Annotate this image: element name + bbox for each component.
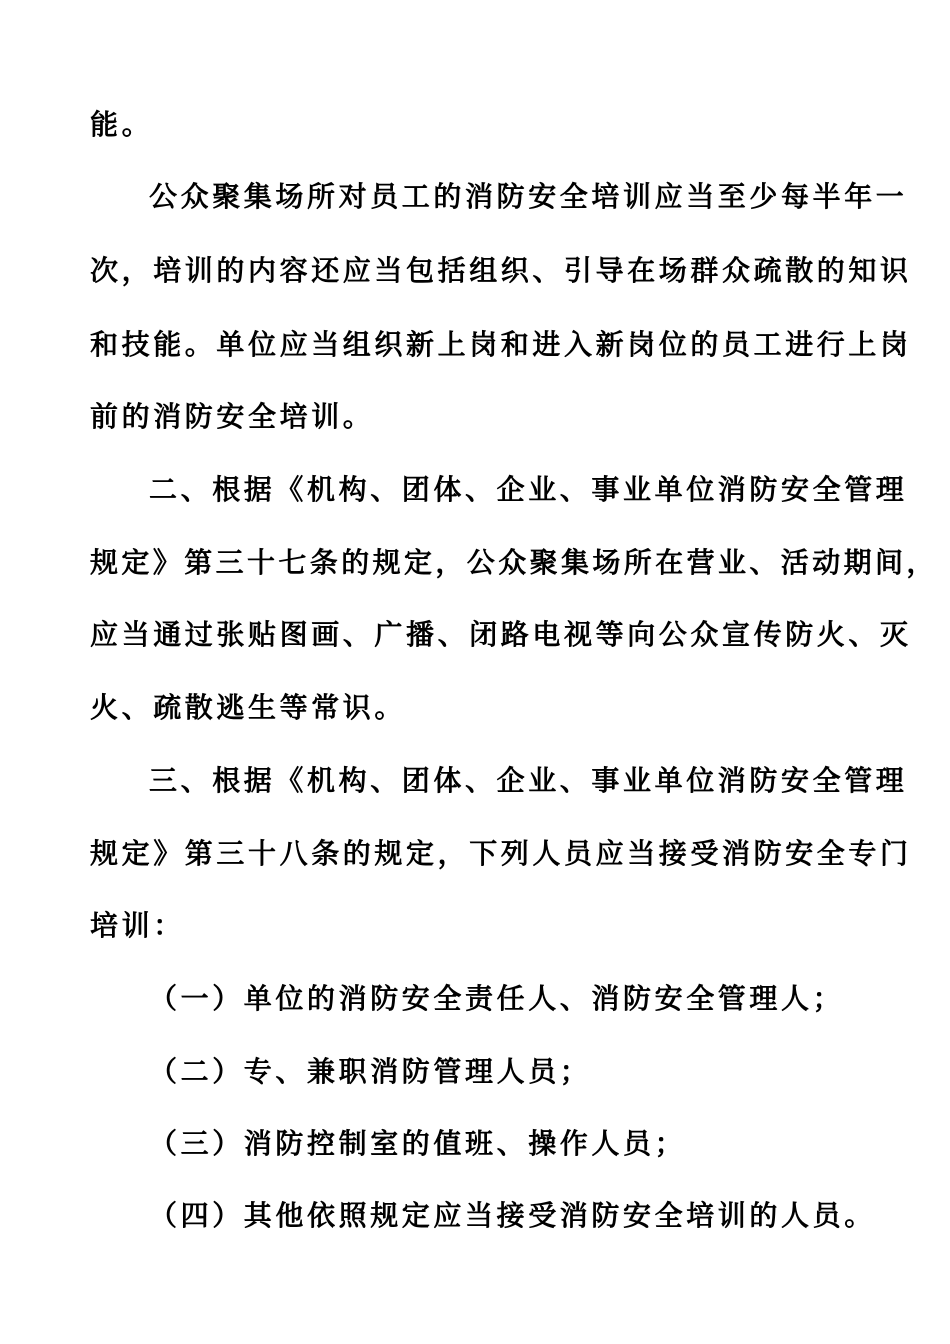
paragraph-line: 能。: [90, 108, 154, 141]
paragraph-line: 和技能。单位应当组织新上岗和进入新岗位的员工进行上岗: [90, 328, 912, 361]
paragraph-line: 规定》第三十七条的规定，公众聚集场所在营业、活动期间，: [90, 546, 938, 579]
paragraph-line: 前的消防安全培训。: [90, 400, 375, 433]
list-item: （二）专、兼职消防管理人员；: [149, 1055, 592, 1088]
paragraph-line: 应当通过张贴图画、广播、闭路电视等向公众宣传防火、灭: [90, 618, 912, 651]
paragraph-line: 二、根据《机构、团体、企业、事业单位消防安全管理: [149, 473, 908, 506]
paragraph-line: 火、疏散逃生等常识。: [90, 691, 407, 724]
paragraph-line: 公众聚集场所对员工的消防安全培训应当至少每半年一: [149, 180, 908, 213]
paragraph-line: 培训：: [90, 909, 185, 942]
paragraph-line: 三、根据《机构、团体、企业、事业单位消防安全管理: [149, 764, 908, 797]
list-item: （三）消防控制室的值班、操作人员；: [149, 1127, 687, 1160]
paragraph-line: 规定》第三十八条的规定，下列人员应当接受消防安全专门: [90, 837, 912, 870]
list-item: （一）单位的消防安全责任人、消防安全管理人；: [149, 982, 845, 1015]
paragraph-line: 次，培训的内容还应当包括组织、引导在场群众疏散的知识: [90, 254, 912, 287]
list-item: （四）其他依照规定应当接受消防安全培训的人员。: [149, 1199, 876, 1232]
